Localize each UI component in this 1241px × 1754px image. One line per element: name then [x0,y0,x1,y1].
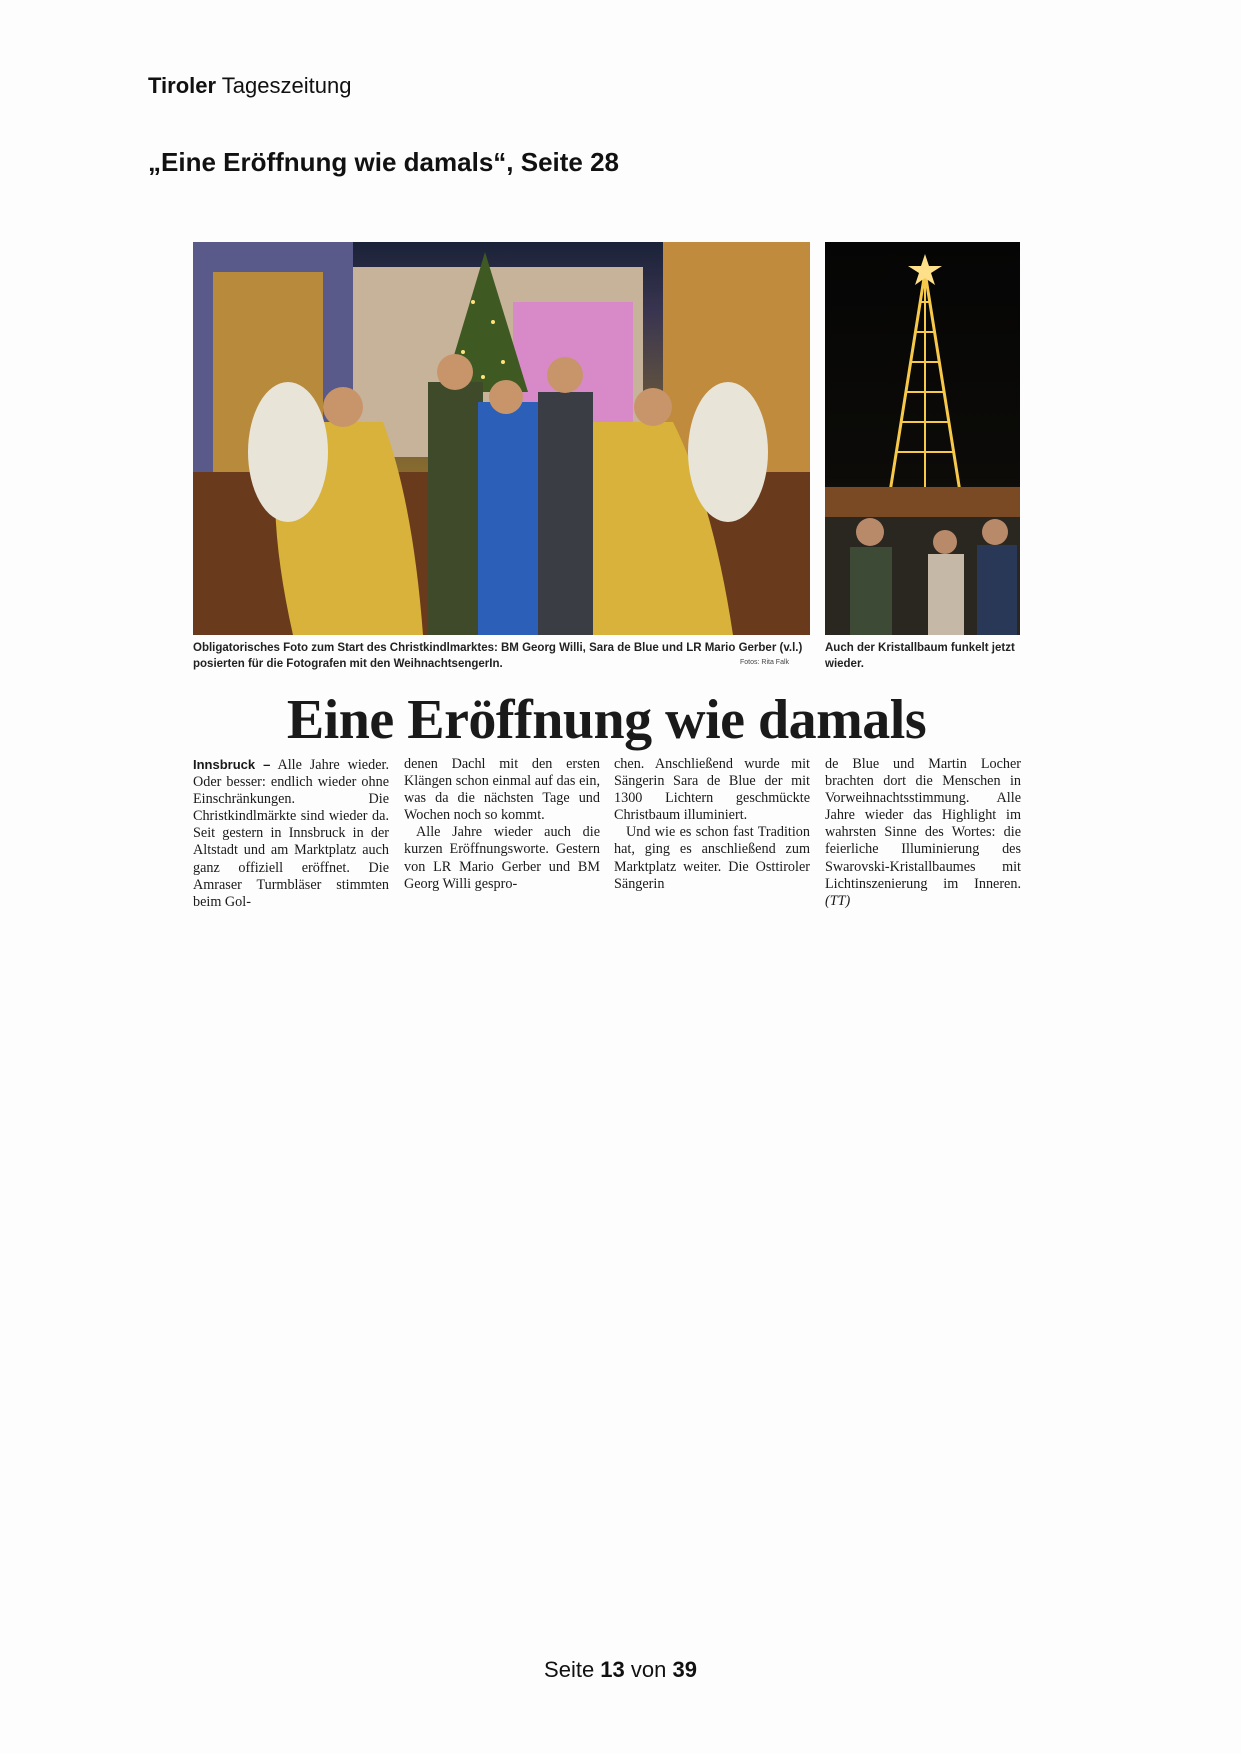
main-photo [193,242,810,635]
footer-prefix: Seite [544,1657,601,1682]
photo-credit: Fotos: Rita Falk [740,659,790,666]
publication-name-rest: Tageszeitung [216,73,352,98]
column-4-text: de Blue und Martin Locher brachten dort die Menschen in Vorweihnachtsstimmung. Alle Jahre wieder das Highlight im wahrsten Sinne des Wortes: die feierliche Illuminierung des Swarovski-Kristallbaumes mit Lichtinszenierung im Inneren. [825,756,1021,892]
main-photo-caption: Obligatorisches Foto zum Start des Christkindlmarktes: BM Georg Willi, Sara de Blue und LR Mario Gerber (v.l.) posierten für die Fotografen mit den WeihnachtsengerIn. [193,642,803,670]
side-photo [825,242,1020,635]
column-2-paragraph-1: denen Dachl mit den ersten Klängen schon einmal auf das ein, was da die nächsten Tage und Wochen noch so kommt. [404,756,600,824]
article-column-2 [404,756,600,893]
column-3-paragraph-1: chen. Anschließend wurde mit Sängerin Sara de Blue der mit 1300 Lichtern geschmückte Christbaum illuminiert. [614,756,810,824]
side-photo-caption: Auch der Kristallbaum funkelt jetzt wieder. [825,642,1015,670]
article-column-1 [193,756,389,911]
article-column-4 [825,756,1021,910]
publication-name-bold: Tiroler [148,73,217,98]
column-3-paragraph-2: Und wie es schon fast Tradition hat, ging es anschließend zum Marktplatz weiter. Die Osttiroler Sängerin [614,824,810,892]
christmas-market-photo-illustration [193,242,810,635]
clip-title: „Eine Eröffnung wie damals“, Seite 28 [148,147,620,177]
article-headline: Eine Eröffnung wie damals [286,689,927,751]
dateline: Innsbruck – [193,757,271,772]
publication-name [148,73,351,99]
crystal-tree-photo-illustration [825,242,1020,635]
article-column-3 [614,756,810,893]
page-footer [0,1657,1241,1683]
footer-middle: von [624,1657,673,1682]
author-signature: (TT) [825,892,851,909]
footer-total-pages: 39 [672,1657,697,1682]
column-2-paragraph-2: Alle Jahre wieder auch die kurzen Eröffnungsworte. Gestern von LR Mario Gerber und BM Georg Willi gespro- [404,824,600,892]
column-1-text: Alle Jahre wieder. Oder besser: endlich wieder ohne Einschränkungen. Die Christkindlmärkte sind wieder da. Seit gestern in Innsbruck in der Altstadt und am Marktplatz auch ganz offiziell eröffnet. Die Amraser Turmbläser stimmten beim Gol- [193,757,389,910]
footer-page-number: 13 [600,1657,625,1682]
